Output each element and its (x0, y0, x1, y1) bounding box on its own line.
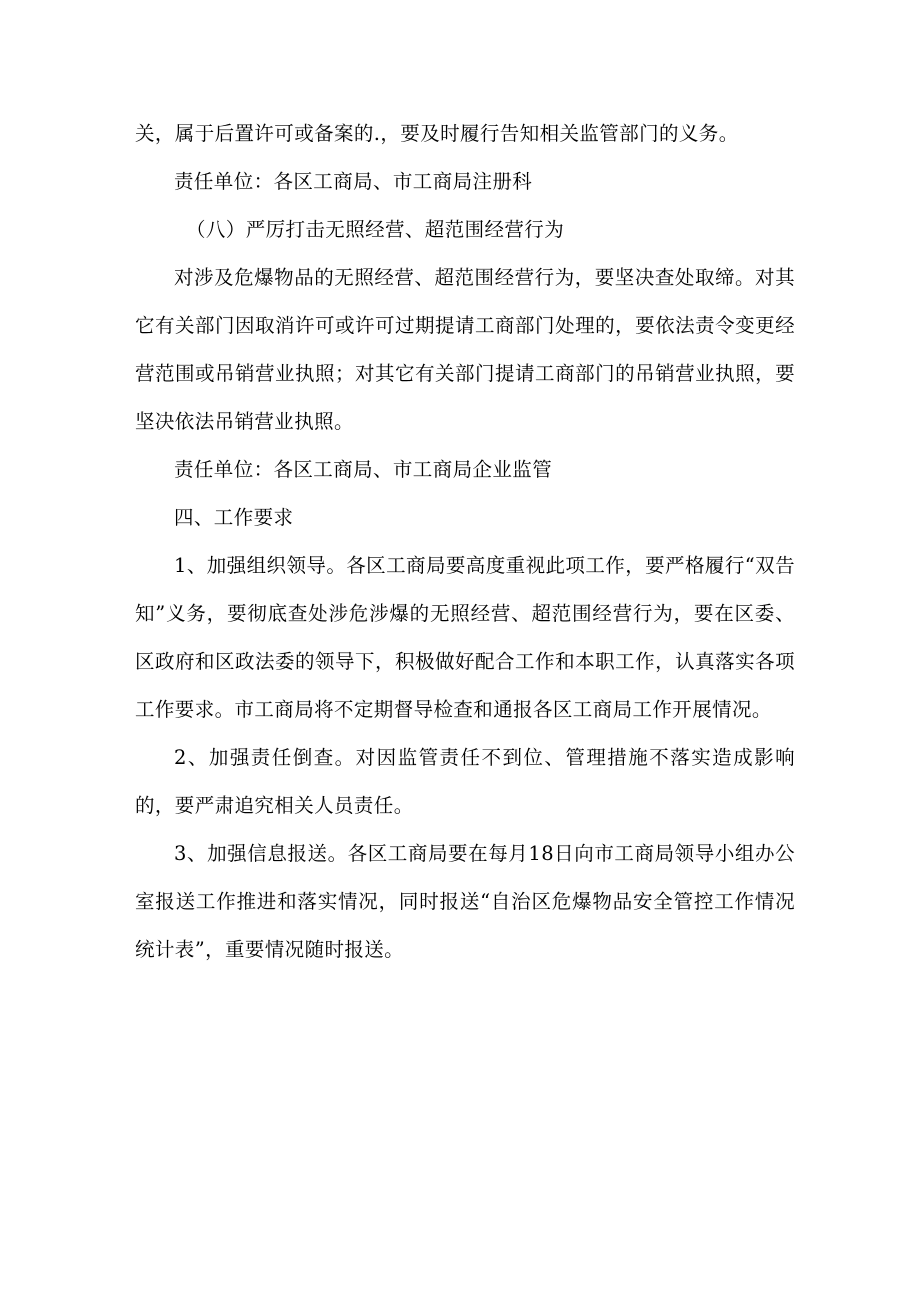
paragraph-responsible-unit-registration: 责任单位：各区工商局、市工商局注册科 (174, 170, 533, 193)
paragraph-requirement-3: 3、加强信息报送。各区工商局要在每月18日向市工商局领导小组办公室报送工作推进和落实情况，同时报送“自治区危爆物品安全管控工作情况统计表”，重要情况随时报送。 (135, 842, 795, 961)
document-body (135, 110, 795, 974)
paragraph-requirement-2: 2、加强责任倒查。对因监管责任不到位、管理措施不落实造成影响的，要严肃追究相关人员责任。 (135, 746, 795, 817)
paragraph-responsible-unit-supervision: 责任单位：各区工商局、市工商局企业监管 (174, 458, 553, 481)
section-heading-work-requirements: 四、工作要求 (174, 506, 294, 529)
paragraph-requirement-1: 1、加强组织领导。各区工商局要高度重视此项工作，要严格履行“双告知”义务，要彻底查处涉危涉爆的无照经营、超范围经营行为，要在区委、区政府和区政法委的领导下，积极做好配合工作和本职工作，认真落实各项工作要求。市工商局将不定期督导检查和通报各区工商局工作开展情况。 (135, 554, 795, 721)
section-heading-eight: （八）严厉打击无照经营、超范围经营行为 (186, 218, 565, 241)
paragraph-continuation: 关，属于后置许可或备案的.，要及时履行告知相关监管部门的义务。 (135, 122, 739, 145)
paragraph-crackdown-unlicensed: 对涉及危爆物品的无照经营、超范围经营行为，要坚决查处取缔。对其它有关部门因取消许可或许可过期提请工商部门处理的，要依法责令变更经营范围或吊销营业执照；对其它有关部门提请工商部门的吊销营业执照，要坚决依法吊销营业执照。 (135, 266, 795, 433)
